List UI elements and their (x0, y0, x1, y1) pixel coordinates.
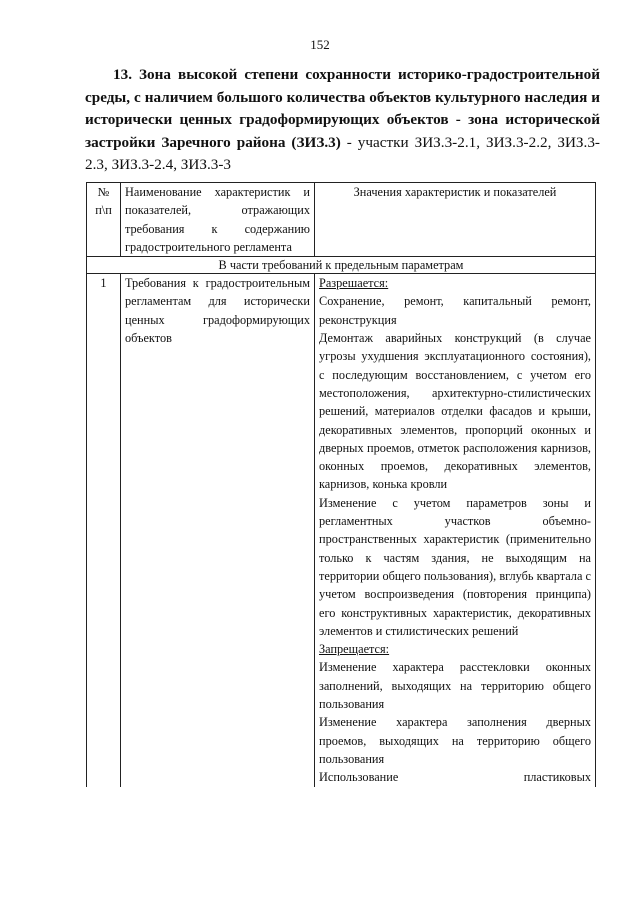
header-characteristics: Наименование характеристик и показателей, отражающих требования к содержанию градостроительного регламента (121, 183, 315, 257)
allowed-item: Изменение с учетом параметров зоны и регламентных участков объемно-пространственных характеристик (применительно только к частям здания, не выходящим на территории общего пользования), вглубь квартала с учетом воспроизведения (повторения принципа) его конструктивных характеристик, декоративных элементов и стилистических решений (319, 495, 591, 638)
allowed-item: Демонтаж аварийных конструкций (в случае угрозы ухудшения эксплуатационного состояния), с последующим восстановлением, с учетом его местоположения, архитектурно-стилистических решений, материалов отделки фасадов и крыши, декоративных элементов, пропорций оконных и дверных проемов, отметок расположения карнизов, оконных проемов, декоративных элементов, карнизов, конька кровли (319, 331, 591, 492)
section-row (87, 257, 596, 274)
table-row (87, 274, 596, 787)
row-number: 1 (87, 274, 121, 787)
row-characteristic: Требования к градостроительным регламентам для исторически ценных градоформирующих объектов (121, 274, 315, 787)
zone-heading-plots: - участки ЗИЗ.3-2.1, ЗИЗ.3-2.2, ЗИЗ.3-2.3, ЗИЗ.3-2.4, ЗИЗ.3-3 (85, 133, 600, 174)
forbidden-label: Запрещается: (319, 642, 390, 657)
header-number: № п\п (87, 183, 121, 257)
regulation-table (86, 182, 596, 787)
table-header-row (87, 183, 596, 257)
section-title: В части требований к предельным параметрам (87, 257, 596, 274)
zone-heading-bold: 13. Зона высокой степени сохранности историко-градостроительной среды, с наличием большого количества объектов культурного наследия и исторически ценных градоформирующих объектов - зона исторической застройки Заречного района (ЗИЗ.3) (85, 66, 600, 151)
allowed-label: Разрешается: (319, 276, 389, 291)
row-values (315, 274, 596, 787)
forbidden-item: Использование пластиковых (319, 770, 591, 785)
page-number: 152 (310, 37, 330, 52)
header-values: Значения характеристик и показателей (315, 183, 596, 257)
forbidden-item: Изменение характера заполнения дверных проемов, выходящих на территорию общего пользования (319, 715, 591, 766)
zone-heading (85, 64, 600, 177)
allowed-item: Сохранение, ремонт, капитальный ремонт, реконструкция (319, 294, 591, 327)
forbidden-item: Изменение характера расстекловки оконных заполнений, выходящих на территорию общего пользования (319, 660, 591, 712)
